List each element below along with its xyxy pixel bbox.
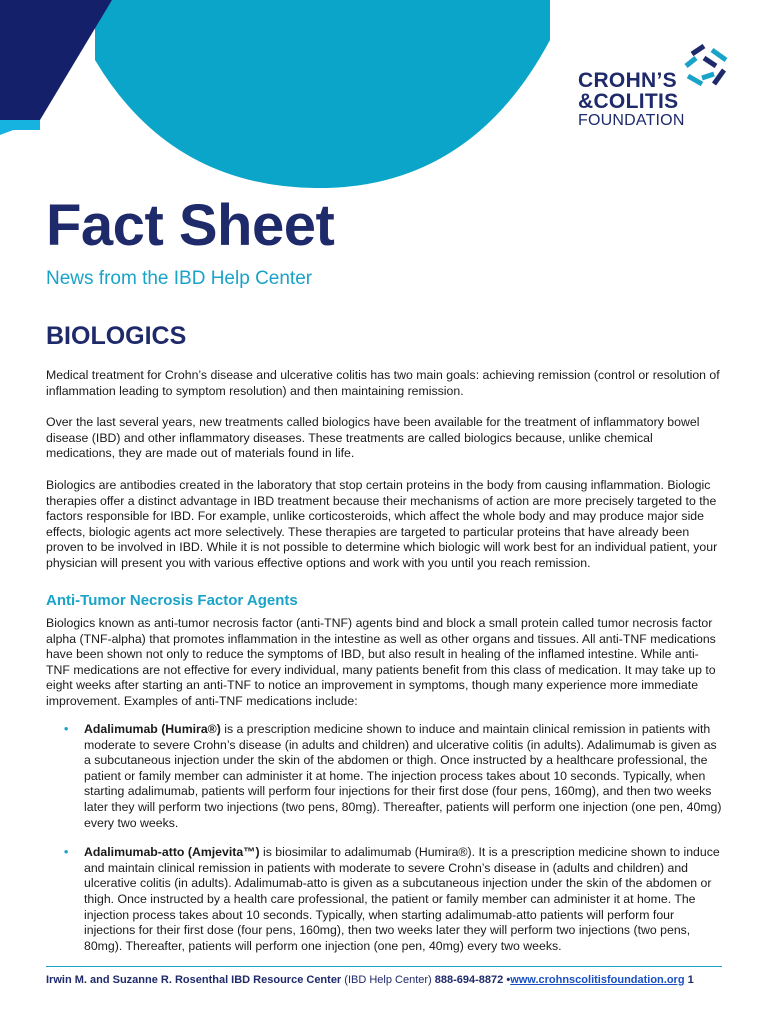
header-decoration bbox=[0, 0, 560, 190]
footer bbox=[46, 974, 736, 986]
intro-paragraph-3: Biologics are antibodies created in the laboratory that stop certain proteins in the body from causing inflammation. Biologic therapies offer a distinct advantage in IBD treatment because their mechanisms of action are more precisely targeted to the factors responsible for IBD. For example, unlike corticosteroids, which affect the whole body and may produce major side effects, biologic agents act more selectively. These therapies are targeted to particular proteins that have already been proven to be involved in IBD. While it is not possible to determine which biologic will work best for an individual patient, your physician will present you with various effective options and work with you until you reach remission. bbox=[46, 477, 718, 570]
section-title: BIOLOGICS bbox=[46, 322, 187, 350]
footer-separator: • bbox=[503, 974, 511, 986]
crohns-colitis-logo[interactable] bbox=[578, 44, 738, 144]
footer-website-link[interactable]: www.crohnscolitisfoundation.org bbox=[510, 974, 685, 986]
list-item bbox=[64, 845, 722, 954]
anti-tnf-paragraph: Biologics known as anti-tumor necrosis factor (anti-TNF) agents bind and block a small protein called tumor necrosis factor alpha (TNF-alpha) that promotes inflammation in the intestine as well as other organs and tissues. All anti-TNF medications have been shown not only to reduce the symptoms of IBD, but also result in healing of the inflamed intestine. While anti-TNF medications are not effective for every individual, many patients benefit from this class of medication. It may take up to eight weeks after starting an anti-TNF to notice an improvement in symptoms, though many experience more immediate improvement. Examples of anti-TNF medications include: bbox=[46, 616, 716, 708]
drug-name: Adalimumab (Humira®) bbox=[84, 722, 221, 736]
intro-text bbox=[46, 368, 722, 588]
bullet-icon: • bbox=[64, 722, 69, 736]
intro-paragraph-1: Medical treatment for Crohn’s disease and ulcerative colitis has two main goals: achieving remission (control or resolution of inflammation leading to symptom resolution) and then maintaining remission. bbox=[46, 368, 720, 398]
drug-name: Adalimumab-atto (Amjevita™) bbox=[84, 845, 260, 860]
footer-phone: 888-694-8872 bbox=[434, 974, 504, 986]
anti-tnf-heading: Anti-Tumor Necrosis Factor Agents bbox=[46, 592, 298, 609]
drug-description: is a prescription medicine shown to induce and maintain clinical remission in patients with moderate to severe Crohn’s disease (in adults and children) and ulcerative colitis (in adults). Adalimumab is given as a subcutaneous injection under the skin of the abdomen or thigh. Once instructed by a healthcare professional, the patient or family member can administer it at home. The injection process takes about 10 seconds. Typically, when starting adalimumab, patients will perform four injections for their first dose (four pens, 160mg), and then two weeks later they will perform two injections (two pens, 80mg). Thereafter, patients will perform one injection (one pen, 40mg) every two weeks. bbox=[84, 722, 722, 830]
page-subtitle: News from the IBD Help Center bbox=[46, 268, 313, 289]
drug-description: is biosimilar to adalimumab (Humira®). It is a prescription medicine shown to induce and maintain clinical remission in patients with moderate to severe Crohn’s disease in (adults and children) and ulcerative colitis (in adults). Adalimumab-atto is given as a subcutaneous injection under the skin of the abdomen or thigh. Once instructed by a health care professional, the patient or family member can administer it at home. The injection process takes about 10 seconds. Typically, when starting adalimumab-atto patients will perform four injections for their first dose (four pens, 160mg), then two weeks later they will perform two injections (two pens, 80mg). Thereafter, patients will perform one injection (one pen, 40mg) every two weeks. bbox=[84, 845, 720, 953]
anti-tnf-drug-list bbox=[64, 722, 722, 968]
header-teal-arc bbox=[95, 0, 550, 188]
logo-line-crohns: CROHN’S bbox=[578, 69, 677, 92]
footer-divider bbox=[46, 966, 722, 967]
page-number: 1 bbox=[684, 974, 694, 986]
footer-center-tag: (IBD Help Center) bbox=[341, 974, 435, 986]
intro-paragraph-2: Over the last several years, new treatments called biologics have been available for the treatment of inflammatory bowel disease (IBD) and other inflammatory diseases. These treatments are called biologics because, unlike chemical medications, they are made out of materials found in life. bbox=[46, 415, 700, 461]
anti-tnf-text bbox=[46, 616, 722, 726]
logo-line-foundation: FOUNDATION bbox=[578, 112, 685, 129]
page-title: Fact Sheet bbox=[46, 193, 335, 258]
bullet-icon: • bbox=[64, 845, 69, 860]
list-item bbox=[64, 722, 722, 831]
logo-line-colitis: &COLITIS bbox=[578, 90, 679, 113]
footer-center-name: Irwin M. and Suzanne R. Rosenthal IBD Resource Center bbox=[46, 974, 342, 986]
